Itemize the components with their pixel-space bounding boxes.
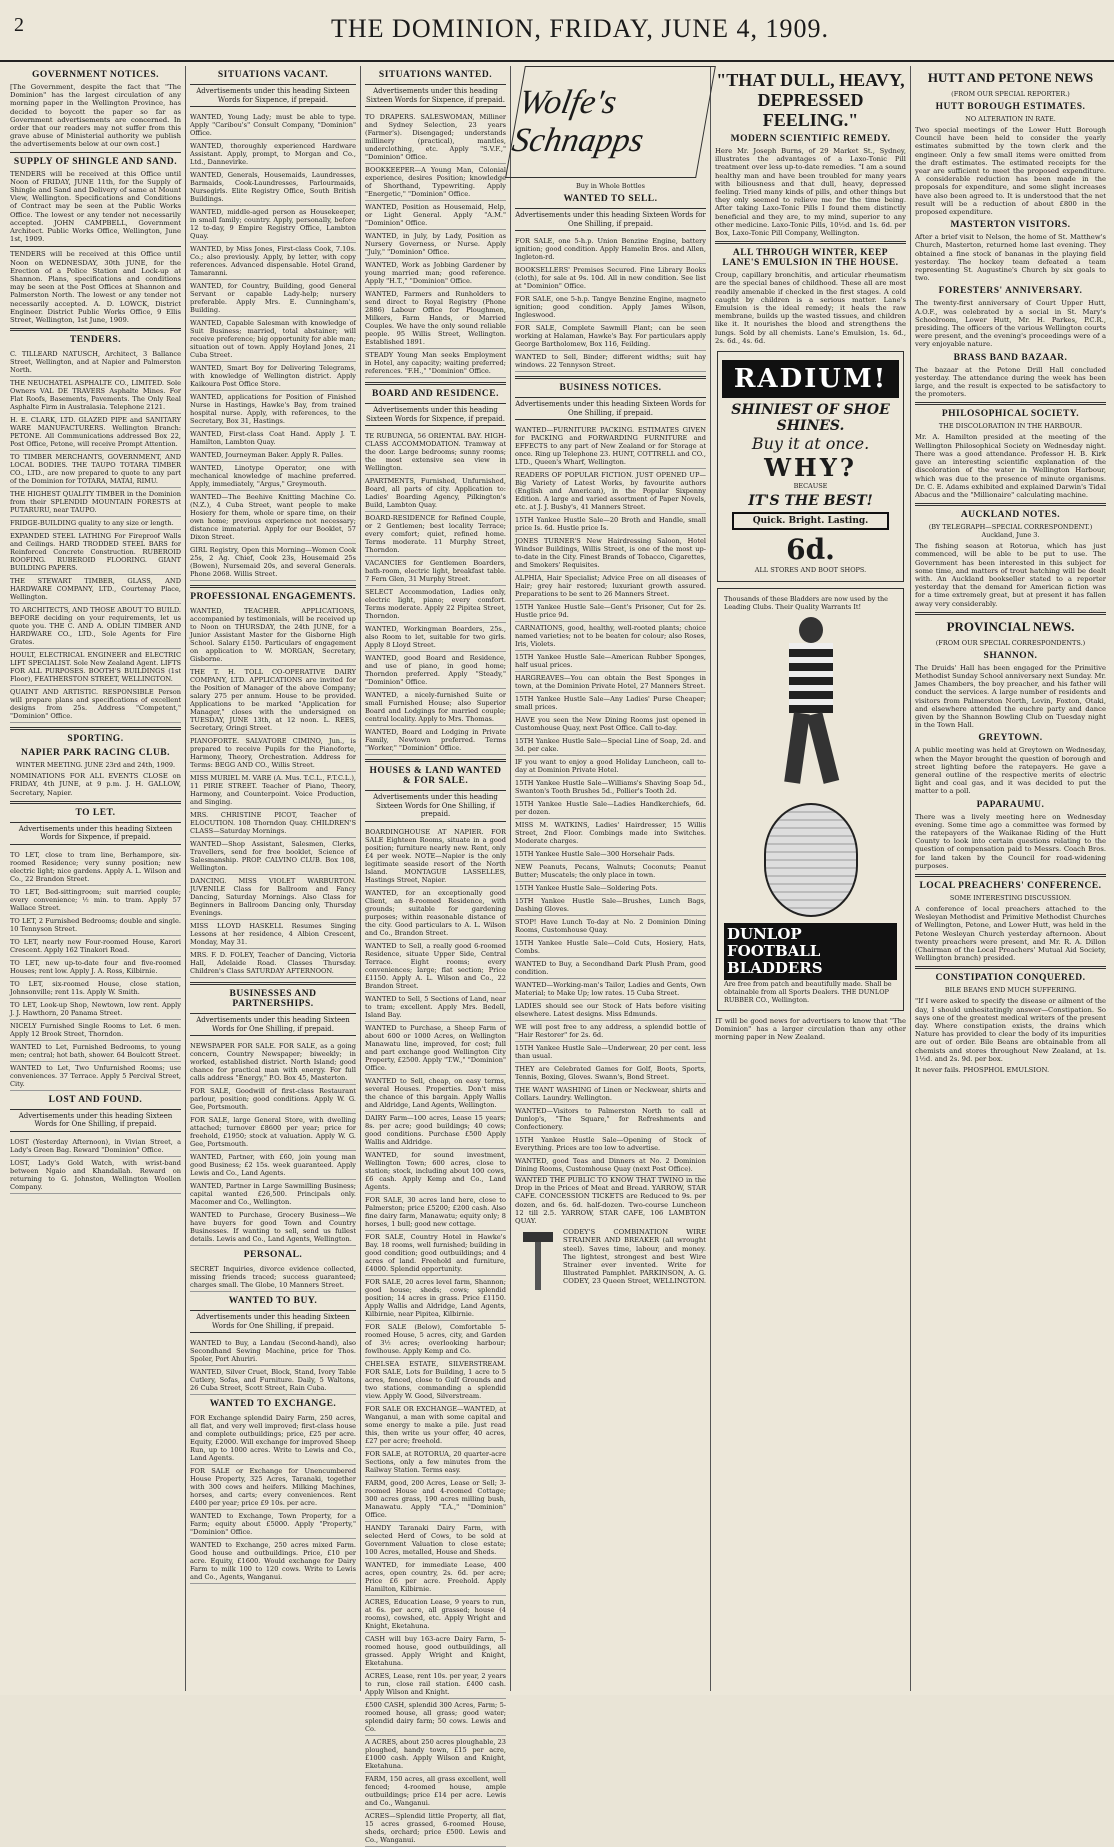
divider <box>915 874 1106 877</box>
footballer-leg <box>806 712 838 784</box>
circulation-note: IT will be good news for advertisers to know that "The Dominion" has a larger circulation than any other morning paper in New Zealand. <box>715 1017 906 1042</box>
classified-ad: WANTED, good Teas and Dinners at No. 2 Dominion Dining Rooms, Customhouse Quay (next Post Office). <box>515 1155 706 1176</box>
section-heading: PROFESSIONAL ENGAGEMENTS. <box>190 592 356 602</box>
section-heading: WANTED TO BUY. <box>228 1296 318 1306</box>
classified-ad: THE NEUCHATEL ASPHALTE CO., LIMITED. Sole Owners VAL DE TRAVERS Asphalte Mines. For Flat Roofs, Basements, Pavements. The Only Real Asphalte Firm in Australasia. Telephone 2121. <box>10 377 181 414</box>
classified-ad: WANTED, Smart Boy for Delivering Telegrams, with knowledge of Wellington district. Apply Kaikoura Post Office Store. <box>190 362 356 391</box>
article-text: A public meeting was held at Greytown on Wednesday, when the Mayor brought the question of borough and street lighting before the ratepayers. He gave a general outline of the respective merits of electric light and coal gas, and it was decided to put the matter to a poll. <box>915 746 1106 796</box>
classified-ad: WANTED, Capable Salesman with knowledge of Suit Business; married, total abstainer; will receive preference; big opportunity for able man; situation out of town. Apply Hoyland Jones, 21 Cuba Street. <box>190 317 356 362</box>
classified-ad: 15TH Yankee Hustle Sale—Soldering Pots. <box>515 882 706 895</box>
classified-ad: WANTED—FURNITURE PACKING. ESTIMATES GIVEN for PACKING and FORWARDING FURNITURE and EFFECTS to any part of New Zealand or for Storage at once. Ring up Telephone 23. HUNT, COTTRELL and CO., LTD., Queen's Wharf, Wellington. <box>515 424 706 469</box>
article-text: The Druids' Hall has been engaged for the Primitive Methodist Sunday School anniversary next Sunday. Mr. James Chambers, the boy preacher, and his father will conduct the services. A large number of residents and visitors from Palmerston North, Levin, Foxton, Otaki, and elsewhere attended the euchre party and dance given by the Shannon Bowling Club on Tuesday night in the Town Hall. <box>915 663 1106 730</box>
classified-ad: QUAINT AND ARTISTIC. RESPONSIBLE Person will prepare plans and specifications of excellent designs from 25s. Address "Competent," "Dominion" Office. <box>10 686 181 723</box>
classified-ad: FOR Exchange splendid Dairy Farm, 250 acres, all flat, and very well improved; first-class house and complete outbuildings; price, £25 per acre. Equity, £2000. Will exchange for improved Sheep Run, up to 1000 acres. Write to Lewis and Co., Land Agents. <box>190 1412 356 1465</box>
footballer-leg <box>784 712 810 784</box>
classified-ad: NICELY Furnished Single Rooms to Let. 6 men. Apply 12 Brook Street, Thorndon. <box>10 1020 181 1041</box>
classified-ad: WANTED, Work as Jobbing Gardener by young married man; good reference. Apply "H.T.," "Dominion" Office. <box>365 259 506 288</box>
notice-text: TENDERS will be received at this Office until Noon of FRIDAY, JUNE 11th, for the Supply of Shingle and Sand and Delivery of same at Mount View, Wellington. Specifications and Conditions of Contract may be seen at the Public Works Office. The lowest or any tender not necessarily accepted. JOHN CAMPBELL, Government Architect. Public Works Office, Wellington, June 1st, 1909. <box>10 169 181 244</box>
classified-ad: CHELSEA ESTATE, SILVERSTREAM. FOR SALE, Lots for Building, 1 acre to 5 acres, fenced, close to Gulf Grounds and two stations, commanding a splendid view. Apply W. Good, Silverstream. <box>365 1358 506 1403</box>
classified-ad: BOARDINGHOUSE AT NAPIER. FOR SALE Eighteen Rooms, situate in a good position; furniture nearly new. Rent, only £4 per week. NOTE—Napier is the only legitimate seaside resort of the North Island. MONTAGUE LASSELLES, Hastings Street, Napier. <box>365 826 506 887</box>
classified-ad: 15TH Yankee Hustle Sale—Ladies Handkerchiefs, 6d. per dozen. <box>515 798 706 819</box>
radium-price: 6d. <box>786 533 835 567</box>
divider <box>915 966 1106 969</box>
section-subtitle: (FROM OUR SPECIAL REPORTER.) <box>951 90 1070 98</box>
classified-ad: WANTED, Workingman Boarders, 25s., also Room to let, suitable for two girls. Apply 8 Lloyd Street. <box>365 623 506 652</box>
classified-ad: FOR SALE (Below), Comfortable 5-roomed House, 5 acres, city, and Garden of 3½ acres; overlooking harbour; fowlhouse. Apply Kemp and Co. <box>365 1321 506 1358</box>
article-text: The fishing season at Rotorua, which has just commenced, will be able to be put to use. The Government has been interested in this subject for some time, and matters of trout hatching will be dealt with. An Auckland bookseller stated to a reporter yesterday that the demand for American fiction was for a time extremely great, but at present it has fallen away very considerably. <box>915 542 1106 608</box>
classified-ad: TO LET, Bed-sittingroom; suit married couple; every convenience; ½ min. to tram. Apply 57 Wallace Street. <box>10 886 181 915</box>
column-display-ads <box>711 66 911 1691</box>
ad-headline: ALL THROUGH WINTER, KEEP LANE'S EMULSION IN THE HOUSE. <box>722 248 899 269</box>
ad-text: Croup, capillary bronchitis, and articular rheumatism are the special banes of childhood. These all are most readily amenable if checked in the first stages. A cold caught by children is a serious matter. Lane's Emulsion is the ideal remedy; it heals the raw membrane, builds up the wasted tissues, and children like it. It nourishes the blood and strengthens the lungs. Sold by all chemists. Lane's Emulsion, 1s. 6d., 2s. 6d., 4s. 6d. <box>715 271 906 345</box>
article-heading: GREYTOWN. <box>978 733 1043 744</box>
classified-ad: 15TH Yankee Hustle Sale—Brushes, Lunch Bags, Dashing Gloves. <box>515 895 706 916</box>
classified-ad: WANTED to Buy, a Secondhand Dark Plush Pram, good condition. <box>515 958 706 979</box>
classified-ad: WANTED, thoroughly experienced Hardware Assistant. Apply, prompt, to Morgan and Co., Ltd., Dannevirke. <box>190 140 356 169</box>
column-wanted-to-sell <box>511 66 711 1691</box>
article-heading: CONSTIPATION CONQUERED. <box>935 973 1086 984</box>
classified-ad: WANTED, Position as Housemaid, Help, or Light General. Apply "A.M." "Dominion" Office. <box>365 201 506 230</box>
classified-ad: FOR SALE or Exchange for Unencumbered House Property, 325 Acres, Taranaki, together with 300 cows and heifers. Milking Machines, horses, and carts; every conveniences. Rent £400 per year; price £9 10s. per acre. <box>190 1465 356 1510</box>
section-heading: SPORTING. <box>67 734 124 745</box>
columns <box>6 66 1110 1844</box>
section-heading: TO LET. <box>75 807 116 818</box>
classified-ad: WANTED, TEACHER. APPLICATIONS, accompanied by testimonials, will be received up to Noon on THURSDAY, the 24th JUNE, for a Junior Assistant Master for the Gisborne High School. Salary £150. Particulars of engagement on application to W. MORGAN, Secretary, Gisborne. <box>190 605 356 666</box>
section-heading: SITUATIONS VACANT. <box>217 70 329 80</box>
divider <box>515 376 706 379</box>
article-subheading: (BY TELEGRAPH—SPECIAL CORRESPONDENT.) Auckland, June 3. <box>928 523 1093 540</box>
article-heading: PAPARAUMU. <box>976 799 1045 810</box>
classified-ad: WANTED, good Board and Residence, and use of piano, in good home; Thorndon preferred. Apply "Steady," "Dominion" Office. <box>365 652 506 689</box>
classified-ad: READERS OF POPULAR FICTION. JUST OPENED UP—Big Variety of Latest Works, by favourite authors (English and American), in the Popular Sixpenny Edition. A large and varied assortment of Paper Novels, etc. at J. J. Busby's, 41 Manners Street. <box>515 469 706 514</box>
classified-ad: STOP! Have Lunch To-day at No. 2 Dominion Dining Rooms, Customhouse Quay. <box>515 916 706 937</box>
radium-badge: Quick. Bright. Lasting. <box>732 512 889 530</box>
ad-subheading: MODERN SCIENTIFIC REMEDY. <box>730 134 891 144</box>
classified-ad: DAIRY Farm—100 acres, Lease 15 years; 8s. per acre; good buildings; 40 cows; good conditions. Purchase £500 Apply Wallis and Aldridge. <box>365 1112 506 1149</box>
classified-ad: FOR SALE, one 5-h.p. Tangye Benzine Engine, magneto ignition; good condition. Apply James Wilson, Ingleswood. <box>515 293 706 322</box>
classified-ad: WANTED to Sell, a really good 6-roomed Residence, situate Upper Side, Central Terrace. Eight rooms; every conveniences; large; flat section; Price £1150. Apply A. L. Wilson and Co., 22 Brandon Street. <box>365 940 506 993</box>
classified-ad: WANTED, Linotype Operator, one with mechanical knowledge of machine preferred. Apply, immediately, "Argus," Greymouth. <box>190 462 356 491</box>
dunlop-tagline: Thousands of these Bladders are now used by the Leading Clubs. Their Quality Warrants It! <box>724 595 889 612</box>
classified-ad: TO ARCHITECTS, AND THOSE ABOUT TO BUILD. BEFORE deciding on your requirements, let us quote you. THE C. AND A. ODLIN TIMBER AND HARDWARE CO., LTD., Sole Agents for Fire Grates. <box>10 604 181 649</box>
classified-ad: WANTED—The Beehive Knitting Machine Co. (N.Z.), 4 Cuba Street, want people to make Hosiery for them, whole or spare time, on their own home; previous experience not necessary; distance immaterial. Apply for our Booklet, 57 Dixon Street. <box>190 491 356 544</box>
divider <box>10 328 181 331</box>
radium-title: RADIUM! <box>722 360 899 398</box>
divider <box>715 241 906 244</box>
classified-ad: THE STEWART TIMBER, GLASS, AND HARDWARE COMPANY, LTD., Courtenay Place, Wellington. <box>10 575 181 604</box>
article-text: The twenty-first anniversary of Court Upper Hutt, A.O.F., was celebrated by a social in St. Mary's Schoolroom, Lower Hutt, Mr. H. Parkes, P.C.R., presiding. The officers of the various Wellington courts were present, and the evening's proceedings were of a very enjoyable nature. <box>915 299 1106 349</box>
classified-ad: WANTED, applications for Position of Finished Nurse in Hastings, Hawke's Bay, from trained hospital nurse. Apply, with references, to the Secretary, Box 31, Hastings. <box>190 391 356 428</box>
classified-ad: WANTED to Purchase, Grocery Business—We have buyers for good Town and Country Businesses. If wanting to sell, send us fullest details. Lewis and Co., Land Agents, Wellington. <box>190 1209 356 1246</box>
classified-ad: FOR SALE, Goodwill of first-class Restaurant parlour, position; good conditions. Apply W. G. Gee, Portsmouth. <box>190 1085 356 1114</box>
classified-ad: 15TH Yankee Hustle Sale—300 Horsehair Pads. <box>515 848 706 861</box>
classified-ad: 15TH Yankee Hustle Sale—American Rubber Sponges, half usual prices. <box>515 651 706 672</box>
newspaper-title: THE DOMINION, FRIDAY, JUNE 4, 1909. <box>331 14 829 43</box>
article-text: After a brief visit to Nelson, the home of St. Matthew's Church, Masterton, returned home last evening. They obtained a fine stock of bananas in the playing field yesterday. The hockey team defeated a team representing St. Augustine's Church by six goals to two. <box>915 233 1106 283</box>
classified-ad: WANTED to Sell, cheap, on easy terms, several Houses. Properties. Don't miss the chance of this bargain. Apply Wallis and Aldridge, Land Agents, Wellington. <box>365 1075 506 1112</box>
rate-note: Advertisements under this heading Sixteen Words for One Shilling, if prepaid. <box>515 397 706 420</box>
article-text: The bazaar at the Petone Drill Hall concluded yesterday. The attendance during the week has been large, and the result is expected to be satisfactory to the promoters. <box>915 365 1106 399</box>
classified-ad: PIANOFORTE. SALVATORE CIMINO, Jun., is prepared to receive Pupils for the Pianoforte, Harmony, Theory, Orchestration. Address for Terms: BEGG AND CO., Willis Street. <box>190 735 356 772</box>
classified-ad: WANTED, for an exceptionally good Client, an 8-roomed Residence, with grounds; suitable for gardening purposes; within reasonable distance of the city. Good particulars to A. L. Wilson and Co., Brandon Street. <box>365 887 506 940</box>
divider <box>10 152 181 153</box>
ad-headline: "THAT DULL, HEAVY, DEPRESSED FEELING." <box>716 70 905 130</box>
classified-ad: WANTED, Generals, Housemaids, Laundresses, Barmaids, Cook-Laundresses, Parlourmaids, Nursegirls. Elite Registry Office, South British Buildings. <box>190 169 356 206</box>
classified-ad: STEADY Young Man seeks Employment in Hotel, any capacity; waiting preferred; references. "F.H.," "Dominion" Office. <box>365 349 506 378</box>
classified-ad: EXPANDED STEEL LATHING For Fireproof Walls and Ceilings. HARD TRODDED STEEL BARS for Reinforced Concrete Construction. RUBEROID ROOFING. RUBEROID FLOORING. GIANT BUILDING PAPERS. <box>10 530 181 575</box>
classified-ad: NEW Peanuts, Pecans, Walnuts; Coconuts; Peanut Butter; Muscatels; the only place in town. <box>515 861 706 882</box>
divider <box>190 585 356 588</box>
section-heading: PERSONAL. <box>243 1250 303 1260</box>
rate-note: Advertisements under this heading Sixteen Words for Sixpence, if prepaid. <box>190 84 356 107</box>
classified-ad: MRS. F. D. FOLEY, Teacher of Dancing, Victoria Hall, Adelaide Road. Classes Thursday. Children's Class SATURDAY AFTERNOON. <box>190 949 356 978</box>
classified-ad: HARGREAVES—You can obtain the Best Sponges in town, at the Dominion Private Hotel, 27 Manners Street. <box>515 672 706 693</box>
classified-ad: WANTED, in July, by Lady, Position as Nursery Governess, or Nurse. Apply "July," "Dominion" Office. <box>365 230 506 259</box>
classified-ad: 15TH Yankee Hustle Sale—Opening of Stock of Everything. Prices are too low to advertise. <box>515 1134 706 1155</box>
classified-ad: 15TH Yankee Hustle Sale—Gent's Prisoner, Cut for 2s. Hustle price 9d. <box>515 601 706 622</box>
classified-ad: H. E. CLARK, LTD. GLAZED PIPE and SANITARY WARE MANUFACTURERS. Wellington Branch: PETONE. All Communications addressed Box 22, Post Office, Petone, will receive Prompt Attention. <box>10 414 181 451</box>
rate-note: Advertisements under this heading Sixteen Words for One Shilling, if prepaid. <box>365 790 506 822</box>
article-heading: BRASS BAND BAZAAR. <box>953 352 1068 363</box>
classified-ad: £500 CASH, splendid 300 Acres, Farm; 5-roomed house, all grass; good water; splendid dairy farm; 50 cows. Lewis and Co. <box>365 1699 506 1736</box>
football-bladder-illustration <box>764 803 858 917</box>
classified-ad: THE HIGHEST QUALITY TIMBER in the Dominion from their SPLENDID MOUNTAIN FORESTS at PUTARURU, near TAUPO. <box>10 488 181 517</box>
classified-ad: MISS M. WATKINS, Ladies' Hairdresser, 15 Willis Street, 2nd Floor. Combings made into Switches. Moderate charges. <box>515 819 706 848</box>
notice-text: NOMINATIONS FOR ALL EVENTS CLOSE on FRIDAY, 4th JUNE, at 9 p.m. J. H. GALLOW, Secretary, Napier. <box>10 772 181 797</box>
article-heading: MASTERTON VISITORS. <box>950 220 1071 231</box>
footballer-jersey <box>789 643 833 713</box>
article-text: Mr. A. Hamilton presided at the meeting of the Wellington Philosophical Society on Wednesday night. There was a good attendance. Professor H. B. Kirk gave an interesting scientific explanation of the discoloration of the water in Wellington Harbour, which was due to the presence of minute organisms. Dr. C. E. Adams exhibited and explained Darwin's Tidal Abacus and the "Millionaire" calculating machine. <box>915 433 1106 499</box>
article-text: "If I were asked to specify the disease or ailment of the day, I should unhesitatingly answer—Constipation. So says one of the greatest medical writers of the present day. Where constipation exists, the drains which Nature has provided to clear the body of its impurities are out of order. Bile Beans are obtainable from all chemists and stores throughout New Zealand, at 1s. 1½d. and 2s. 9d. per box. <box>915 997 1106 1063</box>
rate-note: Advertisements under this heading Sixteen Words for Sixpence, if prepaid. <box>365 403 506 426</box>
dunlop-footer: Are free from patch and beautifully made. Shall be obtainable from all Sports Dealers. THE DUNLOP RUBBER CO., Wellington. <box>724 980 892 1005</box>
article-text: A conference of local preachers attached to the Wesleyan Methodist and Primitive Methodist Churches of Wellington, Petone, and Lower Hutt, was held in the Petone Wesleyan Church yesterday afternoon. About twenty preachers were present, and Mr. R. A. Dillon (Chairman of the Local Preachers' Mutual Aid Society, Wellington branch) presided. <box>915 905 1106 963</box>
radium-ad <box>717 351 904 582</box>
classified-ad: 15TH Yankee Hustle Sale—Williams's Shaving Soap 5d., Swanton's Tooth Brushes 5d., Pollier's Tooth 2d. <box>515 777 706 798</box>
article-heading: LOCAL PREACHERS' CONFERENCE. <box>919 881 1102 891</box>
classified-ad: SECRET Inquiries, divorce evidence collected, missing friends traced; success guaranteed; charges small. The Globe, 10 Manners Street. <box>190 1263 356 1292</box>
article-subheading: SOME INTERESTING DISCUSSION. <box>949 894 1072 902</box>
classified-ad: WANTED to Exchange, 250 acres mixed Farm. Good house and outbuildings. Price, £10 per acre. Equity, £1600. Would exchange for Dairy Farm to milk 100 to 120 cows. Write to Lewis and Co., Agents, Wanganui. <box>190 1539 356 1584</box>
masthead <box>0 0 1114 62</box>
classified-ad: LADIES should see our Stock of Hats before visiting elsewhere. Latest designs. Miss Edmunds. <box>515 1000 706 1021</box>
article-text: Two special meetings of the Lower Hutt Borough Council have been held to consider the yearly estimates submitted by the town clerk and the engineer. Only a few small items were omitted from the draft estimates. The estimated receipts for the year are sufficient to meet the proposed expenditure. A considerable reduction has been made in the proposals for expenditure, and some slight increases have also been agreed to. It is understood that the net result will be a reduction of about £800 in the proposed expenditure. <box>915 126 1106 217</box>
column-situations-wanted <box>361 66 511 1844</box>
classified-ad: WANTED, Farmers and Runholders to send direct to Royal Registry (Phone 2886) Labour Office for Ploughmen, Milkers, Farm Hands, or Married Couples. We have the only sound reliable people. 95 Willis Street, Wellington. Established 1891. <box>365 288 506 349</box>
classified-ad: DANCING. MISS VIOLET WARBURTON. JUVENILE Class for Ballroom and Fancy Dancing, Saturday Mornings. Also Class for Beginners in Ballroom Dancing only, Thursday Evenings. <box>190 875 356 920</box>
classified-ad: ACRES—Splendid little Property, all flat, 15 acres grassed, 6-roomed House, sheds, orchard; price £500. Lewis and Co., Wanganui. <box>365 1810 506 1847</box>
section-heading: TENDERS. <box>69 335 122 346</box>
classified-ad: TO LET, new up-to-date four and five-roomed Houses; rent low. Apply J. A. Ross, Kilbirnie. <box>10 957 181 978</box>
classified-ad: LOST (Yesterday Afternoon), in Vivian Street, a Lady's Green Bag. Reward "Dominion" Office. <box>10 1136 181 1157</box>
classified-ad: WANTED, for Country, Building, good General Servant or capable Lady-help; nursery preferable. Apply Mrs. E. Cunningham's, Building. <box>190 280 356 317</box>
codey-ad: CODEY'S COMBINATION WIRE STRAINER AND BREAKER (all wrought steel). Saves time, labour, and money. The lightest, strongest and best Wire Strainer ever invented. Write for Illustrated Pamphlet. PARKINSON, A. G. CODEY, 23 Queen Street, WELLINGTON. <box>563 1228 707 1286</box>
article-heading: AUCKLAND NOTES. <box>960 510 1061 521</box>
section-heading: BOARD AND RESIDENCE. <box>372 389 499 399</box>
column-news <box>911 66 1110 1691</box>
classified-ad: 15TH Yankee Hustle Sale—Cold Cuts, Hosiery, Hats, Combs. <box>515 937 706 958</box>
classified-ad: A ACRES, about 250 acres ploughable, 23 ploughed, handy town, £15 per acre, £1000 cash. Apply Wilson and Knight, Eketahuna. <box>365 1736 506 1773</box>
page-number: 2 <box>14 14 24 36</box>
classified-ad: BOOKKEEPER—A Young Man, Colonial experience, desires Position; knowledge of Shorthand, Typewriting. Apply "Energetic," "Dominion" Office. <box>365 164 506 201</box>
classified-ad: IF you want to enjoy a good Holiday Luncheon, call to-day at Dominion Private Hotel. <box>515 756 706 777</box>
classified-ad: WANTED to Sell, Binder; different widths; suit hay windows. 22 Tennyson Street. <box>515 351 706 372</box>
rate-note: Advertisements under this heading Sixteen Words for One Shilling, if prepaid. <box>190 1013 356 1036</box>
classified-ad: WANTED to Let, Furnished Bedrooms, to young men; central; hot bath, shower. 64 Boulcott Street. <box>10 1041 181 1062</box>
classified-ad: FOR SALE, 20 acres level farm, Shannon; good house; sheds; cows; splendid position; 14 acres in grass. Price £1150. Apply Wallis and Aldridge, Land Agents, Kilbirnie, near Pipitea, Kilbirnie. <box>365 1276 506 1321</box>
classified-ad: FOR SALE OR EXCHANGE—WANTED, at Wanganui, a man with some capital and some energy to make a pile. Just read this, then write us your offer, 40 acres, £27 per acre; freehold. <box>365 1403 506 1448</box>
classified-ad: HANDY Taranaki Dairy Farm, with selected Herd of Cows, to be sold at Government Valuation to close estate; 100 Acres, metalled, House and Sheds. <box>365 1522 506 1559</box>
article-heading: PHILOSOPHICAL SOCIETY. <box>941 409 1080 420</box>
divider <box>365 759 506 762</box>
classified-ad: WANTED, Journeyman Baker. Apply R. Palles. <box>190 449 356 462</box>
footballer-illustration <box>751 617 871 797</box>
section-heading: PROVINCIAL NEWS. <box>946 618 1075 634</box>
divider <box>190 982 356 985</box>
dunlop-title: DUNLOP FOOTBALL BLADDERS <box>724 923 897 980</box>
wolfes-schnapps-logo <box>505 66 716 178</box>
classified-ad: WANTED, for sound investment, Wellington Town; 600 acres, close to station; stock, including about 100 cows, £6 cash. Apply Kemp and Co., Land Agents. <box>365 1149 506 1194</box>
wire-strainer-illustration <box>519 1232 559 1292</box>
section-heading: WANTED TO EXCHANGE. <box>209 1399 337 1409</box>
classified-ad: WANTED, Young Lady; must be able to type. Apply "Caribou's" Consult Company, "Dominion" Office. <box>190 111 356 140</box>
column-government-notices <box>6 66 186 1691</box>
column-situations-vacant <box>186 66 361 1691</box>
divider <box>915 612 1106 615</box>
classified-ad: WANTED to Exchange, Town Property, for a Farm; equity about £5000. Apply "Property," "Dominion" Office. <box>190 1510 356 1539</box>
classified-ad: WANTED—Working-man's Tailor, Ladies and Gents, Own Material; to Make Up; low rates. 15 Cuba Street. <box>515 979 706 1000</box>
classified-ad: TO LET, Look-up Shop, Newtown, low rent. Apply J. J. Hawthorn, 20 Panama Street. <box>10 999 181 1020</box>
classified-ad: TO LET, 2 Furnished Bedrooms; double and single. 10 Tennyson Street. <box>10 915 181 936</box>
classified-ad: 15TH Yankee Hustle Sale—Underwear, 20 per cent. less than usual. <box>515 1042 706 1063</box>
classified-ad: WANTED to Buy, a Landau (Second-hand), also Secondhand Sewing Machine, price for Thos. Spoler, Port Ahuriri. <box>190 1337 356 1366</box>
classified-ad: APARTMENTS, Furnished, Unfurnished, Board, all parts of city. Application to: Ladies' Boarding Agency, Pilkington's Build, Lambton Quay. <box>365 475 506 512</box>
divider <box>10 246 181 247</box>
classified-ad: THE T. H. TOLL CO-OPERATIVE DAIRY COMPANY, LTD. APPLICATIONS are invited for the Position of Manager of the above Company; salary 275 per annum. House to be provided. Applications to be marked "Application for Manager," closes with the undersigned on TUESDAY, JUNE 13th, at 12 noon. L. REES, Secretary, Oringi Street. <box>190 666 356 735</box>
rate-note: Advertisements under this heading Sixteen Words for Sixpence, if prepaid. <box>10 822 181 845</box>
rate-note: Advertisements under this heading Sixteen Words for Sixpence, if prepaid. <box>365 84 506 107</box>
classified-ad: FOR SALE, one 5-h.p. Union Benzine Engine, battery ignition; good condition. Apply Hamelin Bros. and Allen, Ingleton-rd. <box>515 235 706 264</box>
radium-why: WHY? <box>764 453 857 483</box>
classified-ad: MRS. CHRISTINE PICOT, Teacher of ELOCUTION. 108 Thorndon Quay. CHILDREN'S CLASS—Saturday Mornings. <box>190 809 356 838</box>
divider <box>915 402 1106 405</box>
government-statement: [The Government, despite the fact that "The Dominion" has the largest circulation of any morning paper in the Wellington Province, has decided to boycott the paper so far as Government advertisements are concerned. In order that our readers may not suffer from this grave abuse of Ministerial authority we publish the advertisements below at our own cost.] <box>10 83 181 149</box>
classified-ad: WE will post free to any address, a splendid bottle of "Hair Restorer" for 2s. 6d. <box>515 1021 706 1042</box>
ad-text: Here Mr. Joseph Burns, of 29 Market St., Sydney, illustrates the advantages of a Laxo-Tonic Pill treatment over less up-to-date remedies. "I am a sound healthy man and have been troubled for many years with biliousness and that dull, heavy, depressed feeling. Tried many kinds of pills, and other things but they only seemed to relieve me for the time being. After taking Laxo-Tonic Pills I found them distinctly beneficial and they are, to my mind, superior to any other medicine. Laxo-Tonic Pills, 10½d. and 1s. 6d. per Box, Laxo-Tonic Pill Company, Wellington. <box>715 147 906 238</box>
article-footer: It never fails. PHOSPHOL EMULSION. <box>915 1066 1050 1075</box>
classified-ad: 15TH Yankee Hustle Sale—Special Line of Soap, 2d. and 3d. per cake. <box>515 735 706 756</box>
classified-ad: THEY are Celebrated Games for Golf, Boots, Sports, Tennis, Boxing, Gloves. Swann's, Bond Street. <box>515 1063 706 1084</box>
classified-ad: LOST, Lady's Gold Watch, with wrist-band between Ngaio and Khandallah. Reward on returning to G. Johnston, Wellington Woollen Company. <box>10 1157 181 1194</box>
classified-ad: WANTED, Partner in Large Sawmilling Business; capital wanted £26,500. Principals only. Macomer and Co., Wellington. <box>190 1180 356 1209</box>
classified-ad: FOR SALE, 30 acres land here, close to Palmerston; price £5200; £200 cash. Also fine dairy farm, Manawatu; equity only; 8 horses, 1 bull; good new cottage. <box>365 1194 506 1231</box>
classified-ad: THE WANT WASHING of Linen or Neckwear, shirts and Collars. Laundry. Wellington. <box>515 1084 706 1105</box>
classified-ad: TO LET, six-roomed House, close station, Johnsonville; rent 11s. Apply W. Smith. <box>10 978 181 999</box>
classified-ad: HAVE you seen the New Dining Rooms just opened in Customhouse Quay, next Post Office. Call to-day. <box>515 714 706 735</box>
footballer-head <box>799 617 823 643</box>
yarrow-ad: WANTED THE PUBLIC TO KNOW THAT TWINO in the Drop in the Prices of Meat and Bread. YARROW, STAR CAFE. CONCESSION TICKETS are Reduced to 9s. per dozen, and 6s. 6d. half-dozen. Two-course Luncheon 12 till 2.5. YARROW, STAR CAFE, 106 LAMBTON QUAY. <box>515 1176 706 1226</box>
classified-ad: BOOKSELLERS' Premises Secured. Fine Library Books (cloth), for sale at 9s. 10d. All in new condition. See list at "Dominion" Office. <box>515 264 706 293</box>
classified-ad: SELECT Accommodation, Ladies only, electric light, piano; every comfort. Terms moderate. Apply 22 Pipitea Street, Thorndon. <box>365 586 506 623</box>
classified-ad: FRIDGE-BUILDING quality to any size or length. <box>10 517 181 530</box>
section-heading: LOST AND FOUND. <box>48 1094 143 1105</box>
notice-title: NAPIER PARK RACING CLUB. <box>20 748 171 759</box>
classified-ad: WANTED, Silver Cruet, Block, Stand, Ivory Table Cutlery, Sofas, and Furniture. Daily, 5 Waltons, 26 Cuba Street, Scott Street, Rain Cuba. <box>190 1366 356 1395</box>
divider <box>10 801 181 804</box>
section-heading: BUSINESSES AND PARTNERSHIPS. <box>229 989 317 1009</box>
radium-best: IT'S THE BEST! <box>748 493 873 510</box>
classified-ad: ALPHIA, Hair Specialist; Advice Free on all diseases of Hair; grey hair restored; luxuriant growth assured. Preparations to be sent to 26 Manners Street. <box>515 572 706 601</box>
article-subheading: BILE BEANS END MUCH SUFFERING. <box>944 986 1077 995</box>
classified-ad: WANTED—Visitors to Palmerston North to call at Dunlop's, "The Square," for Refreshments and Confectionery. <box>515 1105 706 1134</box>
classified-ad: FOR SALE, Complete Sawmill Plant; can be seen working at Halaman, Hawke's Bay. For particulars apply George Bartholomew, Box 116, Feilding. <box>515 322 706 351</box>
classified-ad: MISS MURIEL M. VARE (A. Mus. T.C.L., F.T.C.L.), 11 PIRIE STREET. Teacher of Piano, Theory, Harmony, and Counterpoint. Voice Production, and Singing. <box>190 772 356 809</box>
classified-ad: WANTED, Partner, with £60, join young man good Business; £2 15s. week guaranteed. Apply Lewis and Co., Land Agents. <box>190 1151 356 1180</box>
classified-ad: TO LET, close to tram line, Berhampore, six-roomed Residence; very sunny position; new electric light; nice gardens. Apply A. L. Wilson and Co., 22 Brandon Street. <box>10 849 181 886</box>
classified-ad: WANTED—Shop Assistant, Salesmen, Clerks, Travellers, send for free booklet, Science of Salesmanship. PROP. CALVINO CLUB. Box 108, Wellington. <box>190 838 356 875</box>
divider <box>915 503 1106 506</box>
rate-note: Advertisements under this heading Sixteen Words for One Shilling, if prepaid. <box>190 1310 356 1333</box>
classified-ad: TO LET, nearly new Four-roomed House, Karori Crescent. Apply 162 Tinakori Road. <box>10 936 181 957</box>
classified-ad: CARNATIONS, good, healthy, well-rooted plants; choice named varieties; not to be beaten for colour; also Roses, Iris, Violets. <box>515 622 706 651</box>
classified-ad: WANTED to Purchase, a Sheep Farm of about 600 or 1000 Acres, on Wellington Manawatu line, improved, for cost; full and part exchange good Wellington City Property, £2500. Apply "T.W.," "Dominion" Office. <box>365 1022 506 1075</box>
classified-ad: VACANCIES for Gentlemen Boarders, bath-room, electric light, breakfast table. 7 Fern Glen, 31 Murphy Street. <box>365 557 506 586</box>
radium-stores: ALL STORES AND BOOT SHOPS. <box>754 566 867 575</box>
classified-ad: ACRES, Education Lease, 9 years to run, at 6s. per acre, all grassed; house (4 rooms), cowshed, etc. Apply Wright and Knight, Eketahuna. <box>365 1596 506 1633</box>
dunlop-ad <box>717 588 904 1011</box>
section-heading: BUSINESS NOTICES. <box>559 383 662 393</box>
logo-text: Wolfe's Schnapps <box>509 84 647 159</box>
article-subheading: THE DISCOLORATION IN THE HARBOUR. <box>938 422 1083 431</box>
classified-ad: NEWSPAPER FOR SALE. FOR SALE, as a going concern, Country Newspaper; biweekly; in worked, established district. North Island; good chance for practical man with energy. For full calls address "Energy," P.O. Box 45, Masterton. <box>190 1040 356 1085</box>
strainer-handle <box>535 1242 541 1290</box>
classified-ad: WANTED, for immediate Lease, 400 acres, open country, 2s. 6d. per acre; Price £6 per acre. Freehold. Apply Hamilton, Kilbirnie. <box>365 1559 506 1596</box>
radium-buy: Buy it at once. <box>751 434 870 454</box>
article-heading: HUTT BOROUGH ESTIMATES. <box>935 102 1086 112</box>
article-subheading: NO ALTERATION IN RATE. <box>965 115 1056 123</box>
notice-text: TENDERS will be received at this Office until Noon on WEDNESDAY, 30th JUNE, for the Erection of a Police Station and Lock-up at Shannon. Plans, specifications and conditions may be seen at the Post Offices at Shannon and Palmerston North. The lowest or any tender not necessarily accepted. A. D. LOWCK, District Engineer. District Public Works Office, 9 Ellis Street, Wellington, 1st June, 1909. <box>10 250 181 325</box>
divider <box>10 727 181 730</box>
strainer-head <box>523 1232 553 1242</box>
rate-note: Advertisements under this heading Sixteen Words for One Shilling, if prepaid. <box>10 1109 181 1132</box>
classified-ad: FOR SALE, large General Store, with dwelling attached; turnover £8600 per year; price for freehold, £1950; stock at valuation. Apply W. G. Gee, Portsmouth. <box>190 1114 356 1151</box>
section-heading: SITUATIONS WANTED. <box>378 70 493 80</box>
classified-ad: WANTED, by Miss Jones, First-class Cook, 7.10s. Co.; also previously. Apply, by letter, with copy references. Advanced dispensable. Hotel Grand, Tamaranni. <box>190 243 356 280</box>
classified-ad: WANTED to Let, Two Unfurnished Rooms; use conveniences. 37 Terrace. Apply 5 Percival Street, City. <box>10 1062 181 1091</box>
classified-ad: FOR SALE, Country Hotel in Hawke's Bay. 18 rooms, well furnished; building in good condition; good outbuildings; and 4 acres of land. Freehold and furniture, £4000. Splendid opportunity. <box>365 1231 506 1276</box>
classified-ad: TO DRAPERS. SALESWOMAN, Milliner and Sydney Selection, 23 years (Farmer's). Disengaged; understands millinery (practical), mantles, underclothing, etc. Apply "S.V.F.," "Dominion" Office. <box>365 111 506 164</box>
classified-ad: 15TH Yankee Hustle Sale—Any Ladies' Purse Cheaper; small prices. <box>515 693 706 714</box>
classified-ad: WANTED to Sell, 5 Sections of Land, near to tram; excellent. Apply Mrs. Bedell, Island Bay. <box>365 993 506 1022</box>
divider <box>365 382 506 385</box>
rate-note: Advertisements under this heading Sixteen Words for One Shilling, if prepaid. <box>515 208 706 231</box>
radium-because: BECAUSE <box>793 482 828 491</box>
classified-ad: TE RUBUNGA, 56 ORIENTAL BAY. HIGH-CLASS ACCOMMODATION. Tramway at the door. Large bedrooms; sunny rooms; the most extensive sea view in Wellington. <box>365 430 506 475</box>
classified-ad: BOARD-RESIDENCE for Refined Couple, or 2 Gentlemen; best locality Terrace; every comfort; quiet, refined home. Terms moderate. 11 Murphy Street, Thorndon. <box>365 512 506 557</box>
classified-ad: FARM, good, 200 Acres, Lease or Sell; 3-roomed House and 4-roomed Cottage; 300 acres grass, 190 acres milling bush, Manawatu. Apply "T.A.," "Dominion" Office. <box>365 1477 506 1522</box>
section-heading: HOUSES & LAND WANTED & FOR SALE. <box>369 766 502 786</box>
classified-ad: HOULT, ELECTRICAL ENGINEER and ELECTRIC LIFT SPECIALIST. Sole New Zealand Agent. LIFTS FOR ALL PURPOSES. BOOTH'S BUILDINGS (1st Floor), FEATHERSTON STREET, WELLINGTON. <box>10 649 181 686</box>
section-heading: WANTED TO SELL. <box>563 194 658 204</box>
radium-slogan: SHINIEST OF SHOE SHINES. <box>731 402 890 435</box>
logo-tagline: Buy in Whole Bottles <box>576 182 645 190</box>
section-subtitle: (FROM OUR SPECIAL CORRESPONDENTS.) <box>935 638 1086 647</box>
section-heading: HUTT AND PETONE NEWS <box>927 70 1094 85</box>
classified-ad: C. TILLEARD NATUSCH, Architect, 3 Ballance Street, Wellington, and at Napier and Palmerston North. <box>10 348 181 377</box>
classified-ad: FARM, 150 acres, all grass excellent, well fenced; 4-roomed house, ample outbuildings; price £14 per acre. Lewis and Co., Wanganui. <box>365 1773 506 1810</box>
classified-ad: TO TIMBER MERCHANTS, GOVERNMENT, AND LOCAL BODIES. THE TAUPO TOTARA TIMBER CO., LTD., are now prepared to quote to any part of the Dominion for TOTARA, MATAI, RIMU. <box>10 451 181 488</box>
classified-ad: MISS LLOYD HASKELL Resumes Singing Lessons at her residence, 4 Albion Crescent, Monday, May 31. <box>190 920 356 949</box>
classified-ad: GIRL Registry, Open this Morning—Women Cook 25s, 2 Ag. Chief, Cook 23s, Housemaid 25s (Bowen), Nursemaid 20s, and several Generals. Phone 2068. Willis Street. <box>190 544 356 581</box>
article-heading: FORESTERS' ANNIVERSARY. <box>938 286 1083 297</box>
article-text: There was a lively meeting here on Wednesday evening. Some time ago a committee was formed by the ratepayers of the Waikanae Riding of the Hutt County to look into certain questions relating to the question of compensation paid to Messrs. Coach Bros. for land taken by the Council for road-widening purposes. <box>915 812 1106 870</box>
notice-title: SUPPLY OF SHINGLE AND SAND. <box>13 156 178 167</box>
classified-ad: WANTED, First-class Coat Hand. Apply J. T. Hamilton, Lambton Quay. <box>190 428 356 449</box>
classified-ad: 15TH Yankee Hustle Sale—20 Broth and Handle, small price Is. 6d. Hustle price Is. <box>515 514 706 535</box>
classified-ad: WANTED, a nicely-furnished Suite or small Furnished House; also Superior Board and Lodgings for married couple; central locality. Apply to Mrs. Thomas. <box>365 689 506 726</box>
classified-ad: ACRES, Lease, rent 10s. per year, 2 years to run, close rail station. £400 cash. Apply Wilson and Knight. <box>365 1670 506 1699</box>
notice-subtitle: WINTER MEETING. JUNE 23rd and 24th, 1909. <box>15 761 176 770</box>
article-heading: SHANNON. <box>983 650 1038 661</box>
classified-ad: CASH will buy 163-acre Dairy Farm, 5-roomed house, good outbuildings, all grassed. Apply Wright and Knight, Eketahuna. <box>365 1633 506 1670</box>
classified-ad: FOR SALE, at ROTORUA, 20 quarter-acre Sections, only a few minutes from the Railway Station. Terms easy. <box>365 1448 506 1477</box>
section-heading: GOVERNMENT NOTICES. <box>31 70 160 80</box>
classified-ad: WANTED, Board and Lodging in Private Family, Newtown preferred. Terms "Worker," "Dominion" Office. <box>365 726 506 755</box>
classified-ad: JONES TURNER'S New Hairdressing Saloon, Hotel Windsor Buildings, Willis Street, is one of the most up-to-date in the City. Finest Brands of Tobacco, Cigarettes, and Smokers' Requisites. <box>515 535 706 572</box>
classified-ad: WANTED, middle-aged person as Housekeeper, in small family; country. Apply, personally, before 12 to-day, 9 Empire Registry Office, Lambton Quay. <box>190 206 356 243</box>
